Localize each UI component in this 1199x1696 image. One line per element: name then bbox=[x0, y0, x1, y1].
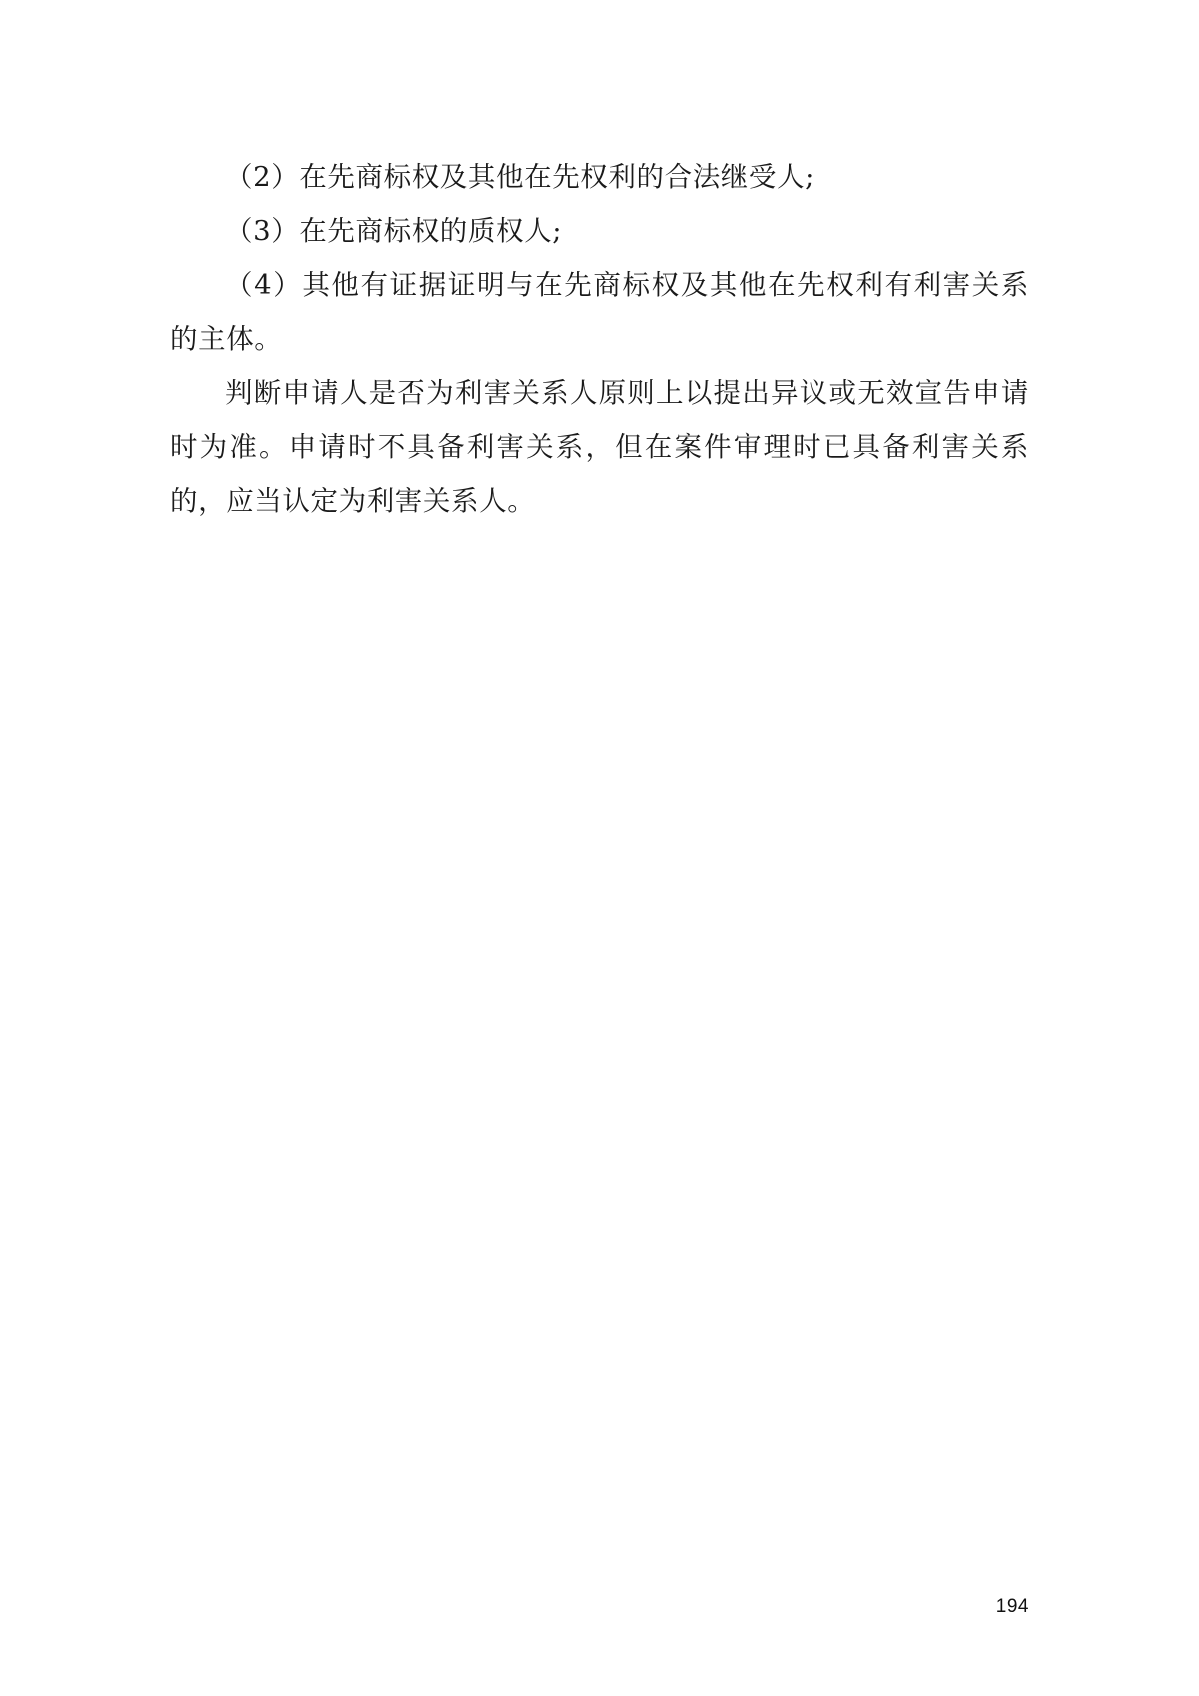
page-body bbox=[170, 150, 1029, 528]
list-item: （3）在先商标权的质权人; bbox=[225, 215, 563, 247]
page-number: 194 bbox=[995, 1596, 1029, 1617]
body-paragraph: 判断申请人是否为利害关系人原则上以提出异议或无效宣告申请时为准。申请时不具备利害关系，但在案件审理时已具备利害关系的，应当认定为利害关系人。 bbox=[170, 377, 1029, 517]
list-item: （4）其他有证据证明与在先商标权及其他在先权利有利害关系的主体。 bbox=[170, 269, 1029, 355]
list-item: （2）在先商标权及其他在先权利的合法继受人; bbox=[225, 161, 815, 193]
